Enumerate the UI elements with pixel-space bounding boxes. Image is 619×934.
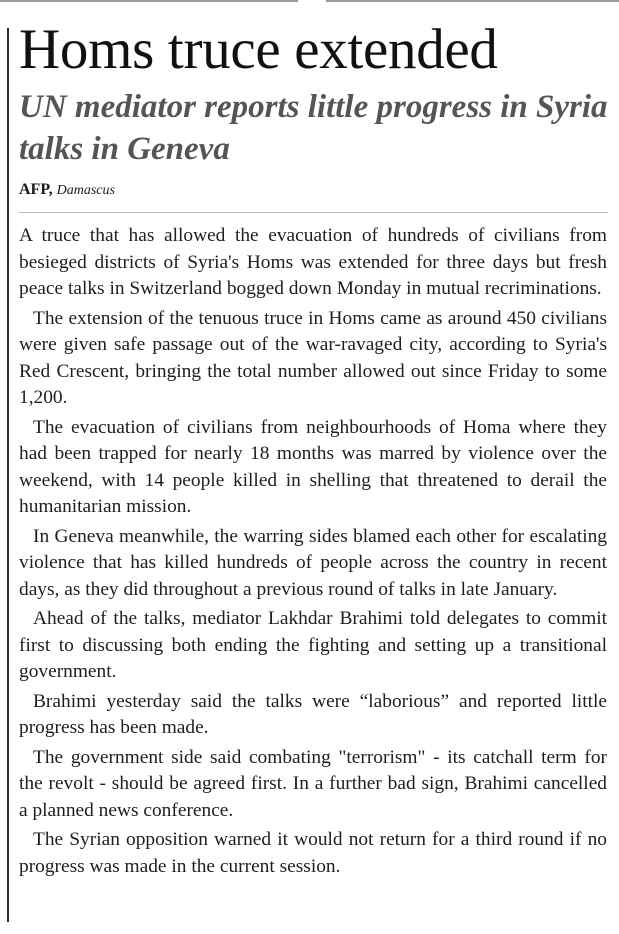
body-paragraph: Ahead of the talks, mediator Lakhdar Brahimi told delegates to commit first to discussing both ending the fighting and setting up a transitional government. [19, 608, 607, 682]
body-paragraph: In Geneva meanwhile, the warring sides blamed each other for escalating violence that has killed hundreds of people across the country in recent days, as they did throughout a previous round of talks in late January. [19, 525, 607, 600]
top-rule-left [0, 0, 298, 2]
column-rule [7, 28, 9, 922]
news-article [19, 14, 609, 883]
top-rule-right [326, 0, 619, 2]
body-paragraph: The Syrian opposition warned it would not return for a third round if no progress was made in the current session. [19, 829, 607, 877]
byline-divider [19, 212, 608, 213]
body-paragraph: The evacuation of civilians from neighbourhoods of Homa where they had been trapped for nearly 18 months was marred by violence over the weekend, with 14 people killed in shelling that threatened to derail the humanitarian mission. [19, 416, 607, 517]
body-paragraph: The government side said combating "terrorism" - its catchall term for the revolt - should be agreed first. In a further bad sign, Brahimi cancelled a planned news conference. [19, 746, 607, 821]
byline [19, 180, 609, 201]
subheadline: UN mediator reports little progress in Syria talks in Geneva [19, 89, 608, 167]
byline-agency: AFP, [19, 181, 53, 198]
headline: Homs truce extended [19, 18, 498, 81]
body-paragraph: The extension of the tenuous truce in Homs came as around 450 civilians were given safe passage out of the war-ravaged city, according to Syria's Red Crescent, bringing the total number allowed out since Friday to some 1,200. [19, 307, 607, 408]
body-paragraph: A truce that has allowed the evacuation of hundreds of civilians from besieged districts of Syria's Homs was extended for three days but fresh peace talks in Switzerland bogged down Monday in mutual recriminations. [19, 225, 607, 299]
byline-location: Damascus [56, 183, 115, 198]
body-paragraph: Brahimi yesterday said the talks were “laborious” and reported little progress has been made. [19, 690, 607, 738]
article-body [19, 223, 607, 880]
